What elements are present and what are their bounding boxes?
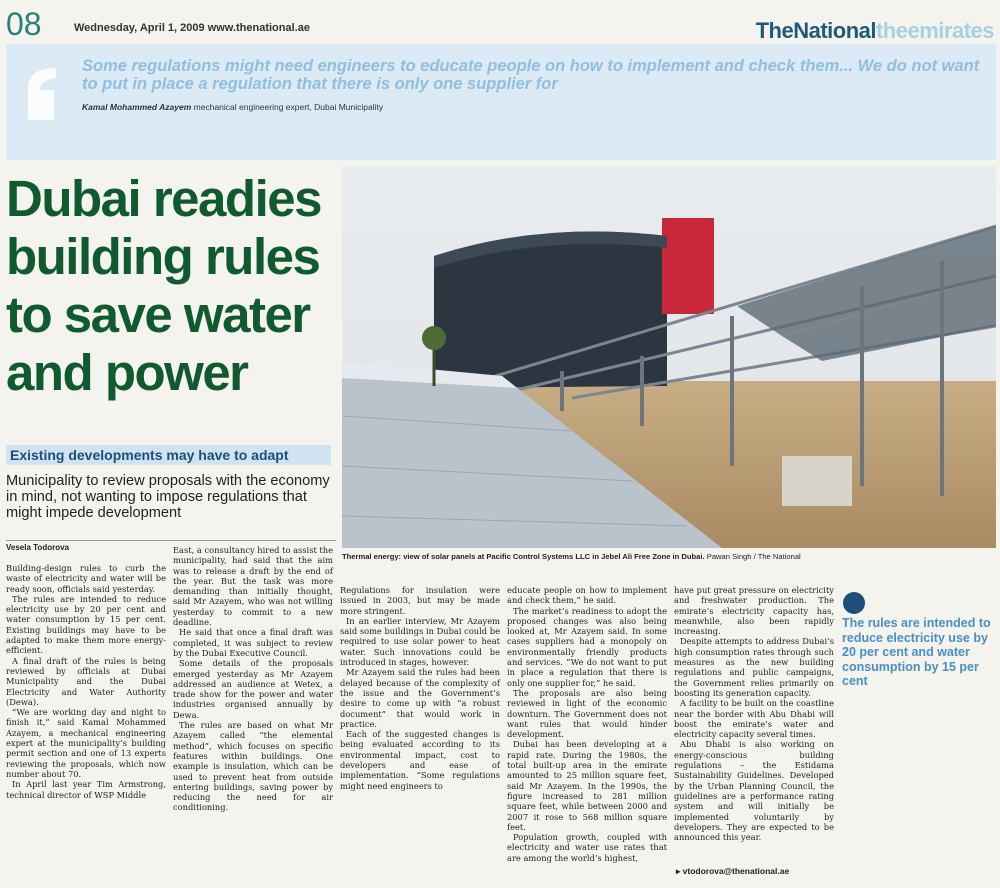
deck: Municipality to review proposals with the economy in mind, not wanting to impose regulations that might impede development [6,473,330,521]
pull-quote-banner-text: Some regulations might need engineers to educate people on how to implement and check them... We do not want to put in place a regulation that there is only one supplier for [82,57,980,93]
email-arrow-icon: ▸ [676,866,681,876]
photo-caption-title: Thermal energy: view of solar panels at Pacific Control Systems LLC in Jebel Ali Free Zone in Dubai. [342,552,705,561]
paragraph: Dubai has been developing at a rapid rate. During the 1980s, the total built-up area in the emirate amounted to 25 million square feet, said Mr Azayem. In the 1990s, the figure increased to 281 million square feet, while between 2000 and 2007 it rose to 568 million square feet. [507,739,667,832]
paragraph: A final draft of the rules is being reviewed by officials at Dubai Municipality and the Dubai Electricity and Water Authority (Dewa). [6,655,166,707]
body-column-3 [340,585,500,791]
paragraph: Population growth, coupled with electricity and water use rates that are among the world’s highest, [507,832,667,863]
quote-attribution [82,102,383,112]
paragraph: have put great pressure on electricity and freshwater production. The emirate’s electricity capacity has, meanwhile, also been rapidly increasing. [674,585,834,637]
paragraph: “We are working day and night to finish it,” said Kamal Mohammed Azayem, a mechanical engineering expert at the municipality’s building permit section and one of 13 experts reviewing the proposals, which now number about 70. [6,707,166,779]
paragraph: The rules are based on what Mr Azayem called “the elemental method”, which focuses on specific features within buildings. One example is insulation, which can be used to prevent heat from outside entering buildings, saving power by reducing the need for air conditioning. [173,720,333,813]
paragraph: East, a consultancy hired to assist the municipality, had said that the aim was to release a draft by the end of the year. But the task was more demanding than initially thought, said Mr Azayem, who was not willing yesterday to commit to a new deadline. [173,545,334,628]
brand-primary: TheNational [755,18,876,43]
author-email[interactable] [676,866,789,877]
body-column-1 [6,563,166,800]
page-number: 08 [6,6,42,42]
paragraph: Abu Dhabi is also working on energy-conscious building regulations – the Estidama Sustainability Guidelines. Developed by the Urban Planning Council, the guidelines are a performance rating system and will initially be implemented voluntarily by developers. They are expected to be announced this year. [674,739,834,843]
dateline: Wednesday, April 1, 2009 www.thenational.ae [74,22,310,34]
quote-attribution-role: mechanical engineering expert, Dubai Municipality [193,102,384,112]
paragraph: The proposals are also being reviewed in light of the economic downturn. The Government does not want rules that would hinder development. [507,687,667,740]
body-column-4 [507,585,667,863]
brand-logo [756,18,994,44]
paragraph: In an earlier interview, Mr Azayem said some buildings in Dubai could be required to use solar power to heat water. Such innovations could be introduced in stages, however. [340,615,500,668]
pull-quote-dot-icon [843,592,865,614]
paragraph: He said that once a final draft was completed, it was subject to review by the Dubai Executive Council. [173,627,333,658]
photo-credit: Pawan Singh / The National [706,552,801,561]
body-column-2 [173,545,333,813]
paragraph: A facility to be built on the coastline near the border with Abu Dhabi will boost the emirate’s water and electricity capacity several times. [674,698,834,740]
brand-section: theemirates [875,18,994,43]
paragraph: Despite attempts to address Dubai’s high consumption rates through such measures as the new building regulations and public campaigns, the Government relies primarily on boosting its generation capacity. [674,636,834,698]
photo-caption [342,552,996,561]
paragraph: The rules are intended to reduce electricity use by 20 per cent and water consumption by 15 per cent. Existing buildings may have to be adapted to make them more energy-efficient. [6,593,166,656]
paragraph: In April last year Tim Armstrong, technical director of WSP Middle [6,779,166,800]
body-column-5 [674,585,834,842]
paragraph: Building-design rules to curb the waste of electricity and water will be ready soon, officials said yesterday. [6,563,166,594]
paragraph: Regulations for insulation were issued in 2003, but may be made more stringent. [340,585,500,616]
solar-panels-photo [342,166,996,548]
pull-quote: The rules are intended to reduce electricity use by 20 per cent and water consumption by 15 per cent [842,616,991,688]
divider [6,540,336,541]
quote-attribution-name: Kamal Mohammed Azayem [82,102,192,112]
paragraph: educate people on how to implement and check them,” he said. [507,585,667,606]
headline: Dubai readies building rules to save water and power [6,170,321,401]
paragraph: The market’s readiness to adopt the proposed changes was also being looked at, Mr Azayem said. In some cases suppliers had a monopoly on environmentally friendly products and services. “We do not want to put in place a regulation that there is only one supplier for,” he said. [507,605,667,688]
paragraph: Mr Azayem said the rules had been delayed because of the complexity of the issue and the Government’s desire to come up with “a robust document” that would work in practice. [340,667,500,729]
byline: Vesela Todorova [6,543,69,552]
paragraph: Some details of the proposals emerged yesterday as Mr Azayem addressed an audience at Wetex, a trade show for the power and water industries organised annually by Dewa. [173,658,333,720]
quote-mark-icon [20,60,60,120]
subhead: Existing developments may have to adapt [6,445,331,465]
paragraph: Each of the suggested changes is being evaluated according to its environmental impact, cost to developers and ease of implementation. “Some regulations might need engineers to [340,729,500,791]
author-email-text: vtodorova@thenational.ae [682,866,790,876]
